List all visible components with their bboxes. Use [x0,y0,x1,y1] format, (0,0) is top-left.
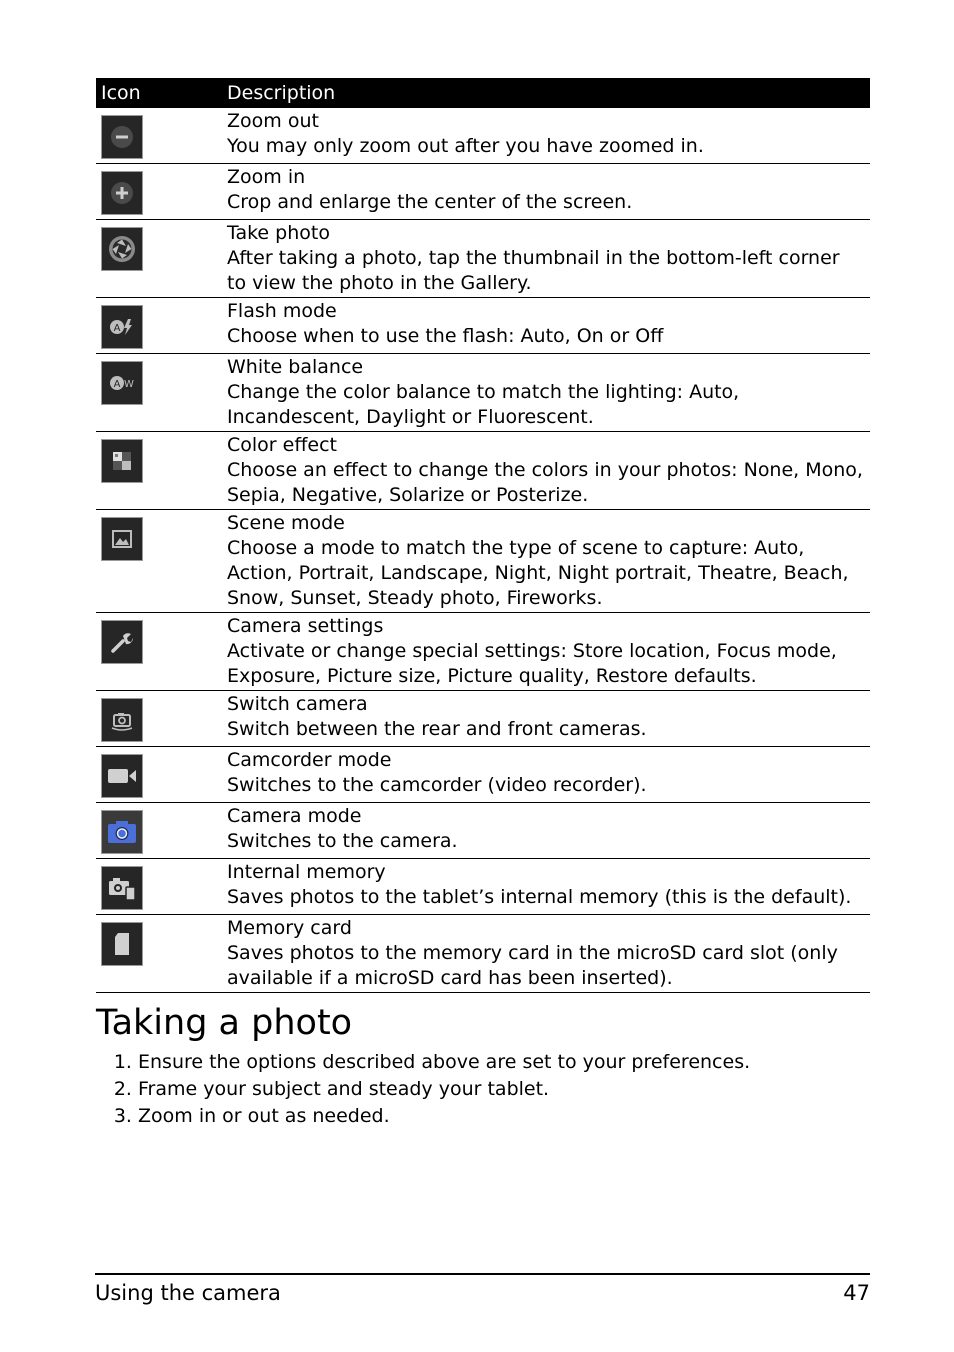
row-description: Crop and enlarge the center of the screen. [227,191,633,213]
footer-page-number: 47 [843,1281,870,1305]
memory-card-icon [101,922,143,966]
row-title: Take photo [227,222,330,244]
row-title: Zoom out [227,110,319,132]
color-effect-icon [101,439,143,483]
svg-text:W: W [124,379,134,390]
table-row [96,164,870,220]
wrench-icon [101,620,143,664]
row-title: Switch camera [227,693,368,715]
footer-chapter: Using the camera [95,1281,281,1305]
row-description: Sepia, Negative, Solarize or Posterize. [227,484,589,506]
switch-camera-icon [101,698,143,742]
table-row [96,859,870,915]
row-description: Action, Portrait, Landscape, Night, Night portrait, Theatre, Beach, [227,562,849,584]
row-description: Incandescent, Daylight or Fluorescent. [227,406,594,428]
table-row [96,354,870,432]
row-description: Choose an effect to change the colors in your photos: None, Mono, [227,459,863,481]
steps-list [96,1049,870,1130]
list-item: 3. Zoom in or out as needed. [138,1103,870,1130]
row-title: Camera settings [227,615,384,637]
scene-mode-icon [101,517,143,561]
row-description: Switches to the camcorder (video recorder). [227,774,647,796]
row-title: White balance [227,356,364,378]
table-row [96,691,870,747]
row-title: Memory card [227,917,352,939]
row-title: Scene mode [227,512,345,534]
table-row [96,298,870,354]
row-description: Change the color balance to match the lighting: Auto, [227,381,740,403]
row-description: After taking a photo, tap the thumbnail in the bottom-left corner [227,247,840,269]
row-description: Exposure, Picture size, Picture quality, Restore defaults. [227,665,757,687]
svg-text:A: A [113,379,121,390]
camcorder-icon [101,754,143,798]
row-description: Switch between the rear and front cameras. [227,718,647,740]
zoom-in-icon [101,171,143,215]
row-title: Camera mode [227,805,362,827]
icon-table [96,78,870,993]
row-description: Activate or change special settings: Store location, Focus mode, [227,640,837,662]
table-row [96,613,870,691]
table-row [96,915,870,993]
header-description: Description [227,78,870,108]
table-row [96,747,870,803]
table-row [96,432,870,510]
row-title: Camcorder mode [227,749,392,771]
row-description: Snow, Sunset, Steady photo, Fireworks. [227,587,603,609]
row-description: You may only zoom out after you have zoomed in. [227,135,704,157]
internal-memory-icon [101,866,143,910]
camera-icon [101,810,143,854]
row-description: to view the photo in the Gallery. [227,272,532,294]
table-row [96,510,870,613]
list-item: 1. Ensure the options described above are set to your preferences. [138,1049,870,1076]
row-description: Choose when to use the flash: Auto, On or Off [227,325,664,347]
page-content [96,78,870,1130]
row-description: Saves photos to the memory card in the microSD card slot (only [227,942,838,964]
page-footer [95,1273,870,1306]
row-description: available if a microSD card has been inserted). [227,967,673,989]
header-icon: Icon [96,78,227,108]
list-item: 2. Frame your subject and steady your tablet. [138,1076,870,1103]
table-row [96,108,870,164]
shutter-icon [101,227,143,271]
row-description: Saves photos to the tablet’s internal memory (this is the default). [227,886,852,908]
svg-text:A: A [113,323,121,334]
row-description: Choose a mode to match the type of scene to capture: Auto, [227,537,805,559]
row-title: Internal memory [227,861,386,883]
section-title: Taking a photo [96,1003,353,1043]
row-description: Switches to the camera. [227,830,458,852]
table-row [96,803,870,859]
row-title: Zoom in [227,166,306,188]
row-title: Flash mode [227,300,337,322]
row-title: Color effect [227,434,338,456]
flash-auto-icon [101,305,143,349]
table-row [96,220,870,298]
table-header-row [96,78,870,108]
white-balance-icon [101,361,143,405]
zoom-out-icon [101,115,143,159]
